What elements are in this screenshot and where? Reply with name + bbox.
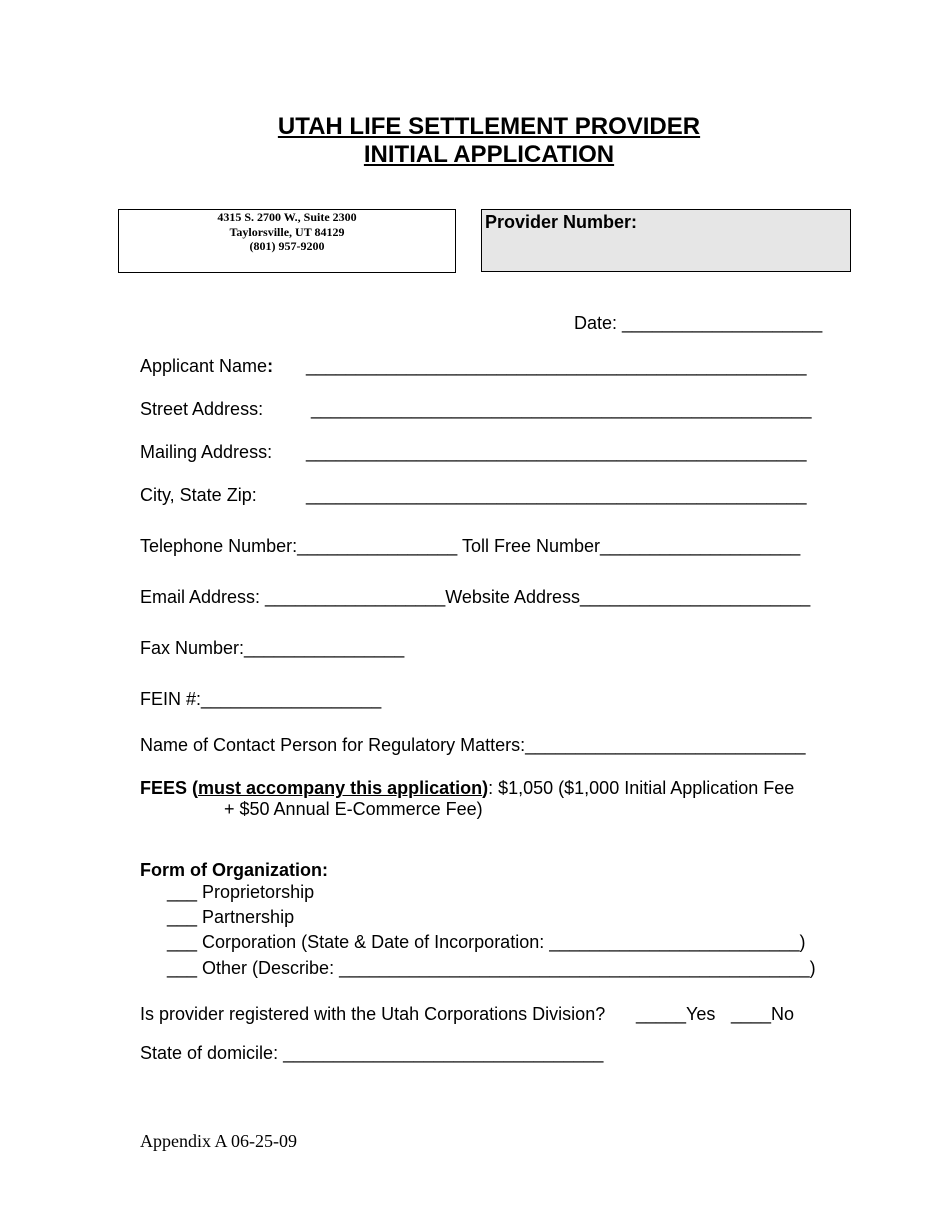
page-subtitle: INITIAL APPLICATION <box>363 141 615 168</box>
org-option-other[interactable]: ___ Other (Describe: _______________________________________________) <box>167 958 816 978</box>
mailing-address-blank[interactable]: __________________________________________________ <box>306 442 807 462</box>
date-blank[interactable]: ____________________ <box>622 313 823 333</box>
address-city: Taylorsville, UT 84129 <box>229 225 345 239</box>
fein-row[interactable]: FEIN #:__________________ <box>140 689 382 709</box>
city-state-zip-label: City, State Zip: <box>140 485 257 505</box>
registered-no[interactable]: ____No <box>731 1004 795 1024</box>
street-address-label: Street Address: <box>140 399 264 419</box>
fees-line: FEES (must accompany this application): $1,050 ($1,000 Initial Application Fee <box>140 778 795 798</box>
fax-row[interactable]: Fax Number:________________ <box>140 638 405 658</box>
fees-label: FEES <box>140 778 188 798</box>
domicile-row[interactable]: State of domicile: ________________________________ <box>140 1043 604 1063</box>
address-phone: (801) 957-9200 <box>249 239 325 253</box>
footer-appendix: Appendix A 06-25-09 <box>140 1131 297 1151</box>
org-option-corporation[interactable]: ___ Corporation (State & Date of Incorporation: _________________________) <box>167 932 806 952</box>
org-option-partnership[interactable]: ___ Partnership <box>167 907 295 927</box>
date-label: Date: <box>574 313 618 333</box>
email-row[interactable]: Email Address: __________________Website Address_______________________ <box>140 587 811 607</box>
org-option-proprietorship[interactable]: ___ Proprietorship <box>167 882 315 902</box>
city-state-zip-blank[interactable]: __________________________________________________ <box>306 485 807 505</box>
organization-heading: Form of Organization: <box>140 860 328 880</box>
telephone-row[interactable]: Telephone Number:________________ Toll Free Number____________________ <box>140 536 801 556</box>
applicant-name-blank[interactable]: __________________________________________________ <box>306 356 807 376</box>
street-address-blank[interactable]: __________________________________________________ <box>311 399 812 419</box>
provider-number-label: Provider Number: <box>485 212 638 232</box>
applicant-name-label: Applicant Name: <box>140 356 274 376</box>
registered-question: Is provider registered with the Utah Corporations Division? <box>140 1004 606 1024</box>
registered-yes[interactable]: _____Yes <box>636 1004 716 1024</box>
page-title: UTAH LIFE SETTLEMENT PROVIDER <box>277 113 701 140</box>
fees-emphasis: must accompany this application <box>198 778 483 798</box>
mailing-address-label: Mailing Address: <box>140 442 273 462</box>
date-field[interactable] <box>574 313 822 334</box>
fees-amount: : $1,050 ($1,000 Initial Application Fee <box>488 778 795 798</box>
address-street: 4315 S. 2700 W., Suite 2300 <box>217 210 357 224</box>
fees-line2: + $50 Annual E-Commerce Fee) <box>224 799 483 819</box>
contact-person-row[interactable]: Name of Contact Person for Regulatory Matters:____________________________ <box>140 735 806 755</box>
